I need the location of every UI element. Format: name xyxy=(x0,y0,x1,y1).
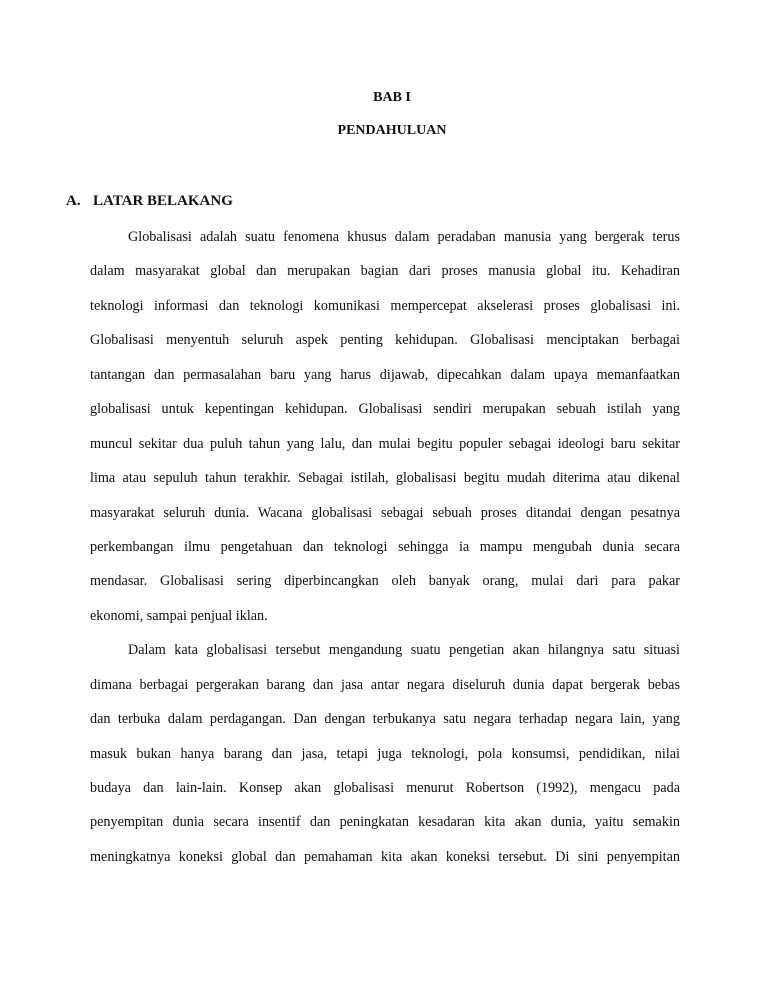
text-line: mendasar. Globalisasi sering diperbincangkan oleh banyak orang, mulai dari para pakar xyxy=(90,573,680,590)
text-line: Dalam kata globalisasi tersebut mengandung suatu pengetian akan hilangnya satu situasi xyxy=(128,642,680,659)
text-line: Globalisasi menyentuh seluruh aspek penting kehidupan. Globalisasi menciptakan berbagai xyxy=(90,332,680,349)
section-number: A. xyxy=(66,193,81,209)
text-line: budaya dan lain-lain. Konsep akan globalisasi menurut Robertson (1992), mengacu pada xyxy=(90,780,680,796)
chapter-title: PENDAHULUAN xyxy=(337,123,447,138)
chapter-heading: BAB I xyxy=(373,90,411,105)
text-line: meningkatnya koneksi global dan pemahaman kita akan koneksi tersebut. Di sini penyempitan xyxy=(90,848,680,865)
section-title: LATAR BELAKANG xyxy=(93,193,233,209)
paragraph-2 xyxy=(90,640,680,881)
text-line: tantangan dan permasalahan baru yang harus dijawab, dipecahkan dalam upaya memanfaatkan xyxy=(90,366,680,383)
text-line: lima atau sepuluh tahun terakhir. Sebagai istilah, globalisasi begitu mudah diterima atau dikenal xyxy=(90,470,680,487)
text-line: teknologi informasi dan teknologi komunikasi mempercepat akselerasi proses globalisasi ini. xyxy=(90,297,680,314)
body-text xyxy=(90,227,680,881)
text-line: dalam masyarakat global dan merupakan bagian dari proses manusia global itu. Kehadiran xyxy=(90,263,680,280)
text-line: muncul sekitar dua puluh tahun yang lalu, dan mulai begitu populer sebagai ideologi baru sekitar xyxy=(90,435,680,452)
text-line: ekonomi, sampai penjual iklan. xyxy=(90,607,268,624)
text-line: penyempitan dunia secara insentif dan peningkatan kesadaran kita akan dunia, yaitu semakin xyxy=(90,814,680,831)
text-line: Globalisasi adalah suatu fenomena khusus dalam peradaban manusia yang bergerak terus xyxy=(128,229,680,245)
paragraph-1 xyxy=(90,227,680,640)
text-line: dimana berbagai pergerakan barang dan jasa antar negara diseluruh dunia dapat bergerak bebas xyxy=(90,676,680,693)
text-line: globalisasi untuk kepentingan kehidupan. Globalisasi sendiri merupakan sebuah istilah yang xyxy=(90,401,680,418)
section-heading xyxy=(66,193,233,210)
text-line: masyarakat seluruh dunia. Wacana globalisasi sebagai sebuah proses ditandai dengan pesatnya xyxy=(90,504,680,521)
text-line: masuk bukan hanya barang dan jasa, tetapi juga teknologi, pola konsumsi, pendidikan, nilai xyxy=(90,745,680,762)
text-line: dan terbuka dalam perdagangan. Dan dengan terbukanya satu negara terhadap negara lain, yang xyxy=(90,711,680,728)
text-line: perkembangan ilmu pengetahuan dan teknologi sehingga ia mampu mengubah dunia secara xyxy=(90,538,680,555)
